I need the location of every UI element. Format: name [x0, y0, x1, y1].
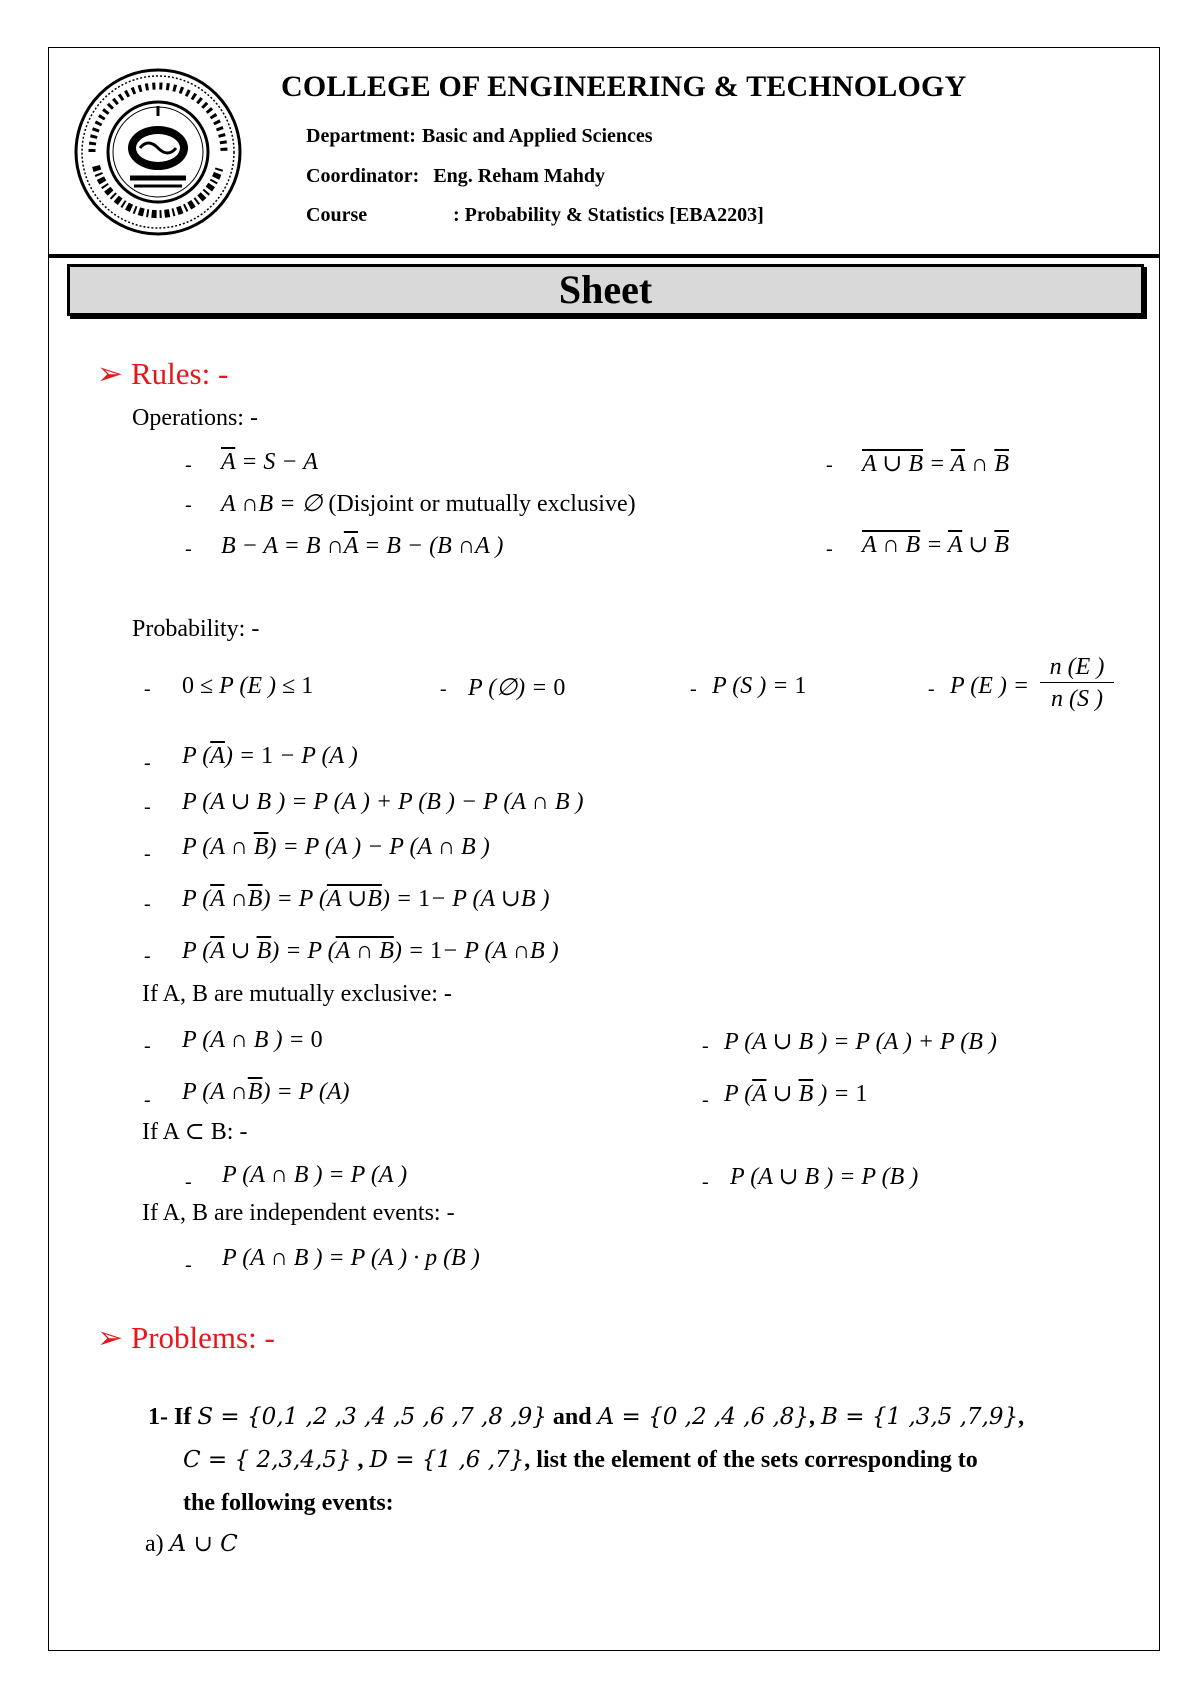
problems-heading: ➢ Problems: - — [97, 1320, 275, 1355]
probability-label: Probability: - — [132, 616, 260, 642]
part-a-expr: A ∪ C — [169, 1531, 238, 1557]
formula-prob-a-not-b: P (A ∩ $\overline{B}) = P$ (A ) − P (A ∩ B ) — [182, 834, 490, 860]
dash-bullet: - — [440, 678, 447, 700]
formula-complement: $\overline{A} = S - A$ — [221, 449, 318, 475]
problem-text: , list the element of the sets corresponding to — [524, 1447, 978, 1473]
dash-bullet: - — [702, 1171, 709, 1193]
formula-prob-classical: P (E ) = — [950, 673, 1030, 699]
coordinator-value: Eng. Reham Mahdy — [433, 165, 606, 187]
formula-me-complements-union: P ($\overline{A}$ ∪ $\overline{B}$ ) = 1 — [724, 1081, 868, 1107]
formula-me-a-not-b: P (A $\cap\overline{B}) = P$ (A) — [182, 1079, 350, 1105]
problem-1-line-2: C = { 2,3,4,5} , D = {1 ,6 ,7}, list the element of the sets corresponding to — [183, 1447, 978, 1473]
set-S: S = {0,1 ,2 ,3 ,4 ,5 ,6 ,7 ,8 ,9} — [197, 1404, 547, 1430]
formula-disjoint: A ∩B = ∅ (Disjoint or mutually exclusive) — [221, 491, 636, 517]
formula-prob-complement: P $(\overline{A}) = 1 - P$ (A ) — [182, 743, 358, 769]
operations-label: Operations: - — [132, 405, 258, 431]
formula-demorgan-intersection: A ∩ $B = \overline{A}$ ∪ $\overline{B}$ — [862, 532, 1009, 558]
header-divider — [48, 254, 1160, 258]
sheet-title-bar — [67, 264, 1144, 316]
formula-difference: B − A = B $\cap\overline{A} = B - (B$ ∩A ) — [221, 533, 504, 559]
dash-bullet: - — [144, 1035, 151, 1057]
dash-bullet: - — [185, 454, 192, 476]
university-seal-logo — [72, 66, 244, 238]
dash-bullet: - — [185, 1171, 192, 1193]
arrow-bullet-icon: ➢ — [97, 356, 123, 391]
problem-text-2: the following events: — [183, 1490, 394, 1516]
set-D: D = {1 ,6 ,7} — [369, 1447, 525, 1473]
dash-bullet: - — [702, 1035, 709, 1057]
formula-subset-union: P (A ∪ B ) = P (B ) — [730, 1164, 919, 1190]
dash-bullet: - — [144, 893, 151, 915]
dash-bullet: - — [826, 454, 833, 476]
department-value: Basic and Applied Sciences — [421, 125, 653, 147]
formula-subset-intersection: P (A ∩ B ) = P (A ) — [222, 1162, 408, 1188]
formula-me-intersection: P (A ∩ B ) = 0 — [182, 1027, 323, 1053]
set-C: C = { 2,3,4,5} — [183, 1447, 352, 1473]
rules-heading: ➢ Rules: - — [97, 356, 229, 391]
part-a-label: a) — [145, 1531, 164, 1557]
fraction-nE-nS: $\frac{n (E )}{n (S )}$ — [1040, 652, 1114, 715]
problem-if: If — [174, 1404, 192, 1430]
dash-bullet: - — [144, 678, 151, 700]
formula-independent: P (A ∩ B ) = P (A ) · p (B ) — [222, 1245, 480, 1271]
coordinator-label: Coordinator: — [306, 165, 420, 187]
department-label: Department: — [306, 125, 416, 147]
coordinator-line — [306, 165, 605, 188]
formula-prob-sample: P (S ) = 1 — [712, 673, 807, 699]
mutually-exclusive-label: If A, B are mutually exclusive: - — [142, 981, 452, 1007]
independent-label: If A, B are independent events: - — [142, 1200, 455, 1226]
set-A: A = {0 ,2 ,4 ,6 ,8} — [597, 1404, 810, 1430]
problem-1a — [145, 1531, 238, 1558]
formula-prob-union: P (A ∪ B ) = P (A ) + P (B ) − P (A ∩ B ) — [182, 789, 584, 815]
course-line — [306, 204, 764, 227]
dash-bullet: - — [144, 843, 151, 865]
formula-me-union: P (A ∪ B ) = P (A ) + P (B ) — [724, 1029, 997, 1055]
arrow-bullet-icon: ➢ — [97, 1320, 123, 1355]
formula-prob-empty: P (∅) = 0 — [468, 675, 566, 701]
course-value: : Probability & Statistics [EBA2203] — [453, 204, 764, 226]
formula-prob-bounds: 0 ≤ P (E ) ≤ 1 — [182, 673, 314, 699]
formula-prob-not-both: P ($\overline{A}$ ∪ $\overline{B}) = P$ (A ∩ B) = 1− P (A ∩B ) — [182, 938, 559, 964]
course-label: Course — [306, 204, 368, 226]
dash-bullet: - — [702, 1089, 709, 1111]
dash-bullet: - — [690, 678, 697, 700]
subset-label: If A ⊂ B: - — [142, 1119, 248, 1145]
problem-1-line-3 — [183, 1490, 394, 1517]
dash-bullet: - — [144, 945, 151, 967]
department-line — [306, 125, 653, 148]
problem-and: and — [552, 1404, 592, 1430]
dash-bullet: - — [144, 1089, 151, 1111]
formula-prob-neither: P ($\overline{A}$ $\cap\overline{B}) = P$ (A ∪B) = 1− P (A ∪B ) — [182, 886, 550, 912]
dash-bullet: - — [144, 752, 151, 774]
set-B: B = {1 ,3,5 ,7,9} — [821, 1404, 1019, 1430]
sheet-title: Sheet — [558, 267, 653, 312]
college-name: COLLEGE OF ENGINEERING & TECHNOLOGY — [281, 70, 967, 103]
dash-bullet: - — [144, 796, 151, 818]
dash-bullet: - — [185, 494, 192, 516]
problem-number: 1- — [148, 1404, 168, 1430]
dash-bullet: - — [185, 1254, 192, 1276]
problem-1-line-1: 1- If S = {0,1 ,2 ,3 ,4 ,5 ,6 ,7 ,8 ,9} and A = {0 ,2 ,4 ,6 ,8}, B = {1 ,3,5 ,7,9}, — [148, 1404, 1025, 1430]
dash-bullet: - — [826, 538, 833, 560]
formula-demorgan-union: A ∪ $B = \overline{A}$ ∩ $\overline{B}$ — [862, 451, 1010, 477]
dash-bullet: - — [185, 538, 192, 560]
dash-bullet: - — [928, 678, 935, 700]
